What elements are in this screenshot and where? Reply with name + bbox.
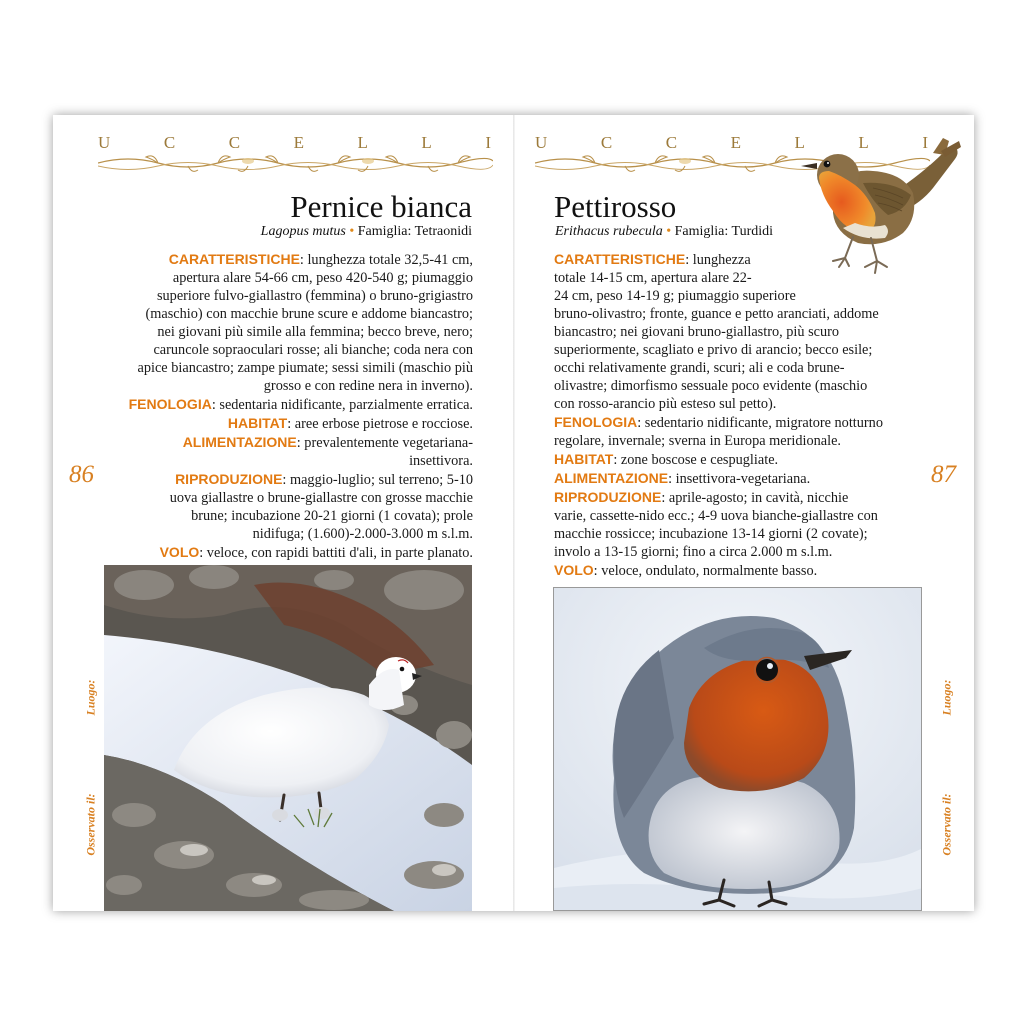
section-keyword: FENOLOGIA [554, 414, 638, 430]
section-keyword: HABITAT [554, 451, 614, 467]
left-observed-label: Osservato il: [83, 793, 98, 856]
description-text: con rosso-arancio più esteso sul petto). [554, 396, 777, 412]
description-line [554, 450, 929, 469]
description-text: (maschio) con macchie brune scure e addome biancastro; [145, 306, 473, 322]
description-line [73, 489, 473, 507]
description-line [73, 287, 473, 305]
description-line [73, 525, 473, 543]
description-line [73, 305, 473, 323]
header-letter: C [163, 133, 178, 152]
description-line [554, 561, 929, 580]
description-text: varie, cassette-nido ecc.; 4-9 uova bianche-giallastre con [554, 508, 878, 524]
description-text: occhi relativamente grandi, scuri; ali e coda brune- [554, 360, 845, 376]
left-family: Famiglia: Tetraonidi [357, 224, 472, 239]
description-text: grosso e con redine nera in inverno). [263, 378, 473, 394]
description-text: : veloce, ondulato, normalmente basso. [593, 563, 818, 579]
right-latin-name: Erithacus rubecula [555, 224, 663, 239]
book-spread [53, 115, 974, 911]
description-text: apertura alare 54-66 cm, peso 420-540 g; piumaggio [172, 270, 473, 286]
description-text: regolare, invernale; sverna in Europa meridionale. [554, 433, 842, 449]
description-line [554, 359, 929, 377]
section-keyword: RIPRODUZIONE [175, 471, 283, 487]
header-letter: U [98, 133, 113, 152]
description-line [73, 470, 473, 489]
left-place-label: Luogo: [83, 679, 98, 716]
header-letter: C [600, 133, 615, 152]
header-letter: U [535, 133, 550, 152]
left-description [73, 250, 473, 562]
description-line [554, 488, 929, 507]
left-page-number: 86 [69, 461, 94, 488]
section-keyword: FENOLOGIA [128, 396, 212, 412]
header-letter: L [858, 133, 871, 152]
description-text: biancastro; nei giovani bruno-giallastro, più scuro [554, 324, 840, 340]
right-page-subtitle [555, 225, 773, 239]
description-line [554, 341, 929, 359]
header-letter: L [421, 133, 434, 152]
description-text: 24 cm, peso 14-19 g; piumaggio superiore [554, 288, 796, 304]
description-text: olivastre; dimorfismo sessuale poco evidente (maschio [554, 378, 868, 394]
description-line [73, 543, 473, 562]
description-text: : aree erbose pietrose e rocciose. [287, 416, 473, 432]
description-line [73, 377, 473, 395]
right-description [554, 250, 929, 580]
description-text: uova giallastre o brune-giallastre con grosse macchie [169, 490, 473, 506]
description-text: nei giovani più simile alla femmina; becco breve, nero; [157, 324, 473, 340]
description-text: : sedentario nidificante, migratore notturno [637, 415, 883, 431]
section-keyword: ALIMENTAZIONE [554, 470, 669, 486]
description-line [73, 323, 473, 341]
description-line [73, 507, 473, 525]
description-line [73, 395, 473, 414]
section-keyword: ALIMENTAZIONE [182, 434, 297, 450]
header-vine-ornament-icon [98, 151, 493, 177]
section-keyword: CARATTERISTICHE [168, 251, 300, 267]
description-text: superiormente, scagliato e privo di arancio; becco esile; [554, 342, 873, 358]
description-text: totale 14-15 cm, apertura alare 22- [554, 270, 752, 286]
description-line [73, 414, 473, 433]
description-text: macchie rossicce; incubazione 13-14 giorni (2 covate); [554, 526, 868, 542]
description-line [554, 287, 929, 305]
section-keyword: VOLO [554, 562, 594, 578]
header-letter: C [665, 133, 680, 152]
description-line [73, 359, 473, 377]
description-text: nidifuga; (1.600)-2.000-3.000 m s.l.m. [252, 526, 473, 542]
description-text: brune; incubazione 20-21 giorni (1 covata); prole [191, 508, 473, 524]
description-line [554, 432, 929, 450]
description-text: insettivora. [409, 453, 473, 469]
description-line [73, 433, 473, 452]
left-latin-name: Lagopus mutus [260, 224, 346, 239]
description-text: : sedentaria nidificante, parzialmente erratica. [211, 397, 473, 413]
description-text: : maggio-luglio; sul terreno; 5-10 [282, 472, 473, 488]
description-text: : prevalentemente vegetariana- [296, 435, 473, 451]
description-text: : zone boscose e cespugliate. [613, 452, 779, 468]
white-ptarmigan-on-snow-photo-icon [104, 565, 472, 911]
description-text: : lunghezza [685, 252, 751, 268]
right-page-title: Pettirosso [554, 189, 677, 224]
description-line [73, 452, 473, 470]
description-text: involo a 13-15 giorni; fino a circa 2.000 m s.l.m. [554, 544, 833, 560]
description-line [73, 341, 473, 359]
description-text: : veloce, con rapidi battiti d'ali, in parte planato. [199, 545, 473, 561]
right-page-number: 87 [931, 461, 956, 488]
right-bullet: • [666, 224, 672, 239]
header-letter: E [730, 133, 743, 152]
description-text: : lunghezza totale 32,5-41 cm, [299, 252, 473, 268]
description-line [73, 269, 473, 287]
description-line [554, 525, 929, 543]
header-letter: L [794, 133, 807, 152]
left-header [98, 133, 493, 175]
left-page-subtitle [261, 225, 472, 239]
section-keyword: HABITAT [227, 415, 288, 431]
description-line [554, 413, 929, 432]
header-letter: E [293, 133, 306, 152]
description-line [554, 543, 929, 561]
header-letter: C [228, 133, 243, 152]
description-text: bruno-olivastro; fronte, guance e petto aranciati, addome [554, 306, 879, 322]
description-text: caruncole sopraoculari rosse; ali bianche; coda nera con [153, 342, 473, 358]
header-letter: I [485, 133, 493, 152]
description-line [554, 323, 929, 341]
header-letter: I [922, 133, 930, 152]
robin-illustration-icon [793, 133, 963, 285]
description-line [73, 250, 473, 269]
left-header-letters [98, 133, 493, 153]
left-page-title: Pernice bianca [290, 189, 472, 224]
left-page [53, 115, 513, 911]
description-line [554, 507, 929, 525]
description-text: : insettivora-vegetariana. [668, 471, 811, 487]
header-letter: L [357, 133, 370, 152]
description-text: : aprile-agosto; in cavità, nicchie [661, 490, 849, 506]
right-place-label: Luogo: [939, 679, 954, 716]
description-line [554, 377, 929, 395]
robin-in-snow-photo-icon [553, 587, 922, 911]
left-bullet: • [349, 224, 355, 239]
section-keyword: RIPRODUZIONE [554, 489, 662, 505]
section-keyword: VOLO [159, 544, 200, 560]
section-keyword: CARATTERISTICHE [554, 251, 686, 267]
description-line [554, 305, 929, 323]
description-text: apice biancastro; zampe piumate; sessi simili (maschio più [137, 360, 473, 376]
description-line [554, 395, 929, 413]
right-page [515, 115, 974, 911]
description-line [554, 469, 929, 488]
description-text: superiore fulvo-giallastro (femmina) o bruno-grigiastro [156, 288, 473, 304]
right-family: Famiglia: Turdidi [674, 224, 774, 239]
right-observed-label: Osservato il: [939, 793, 954, 856]
